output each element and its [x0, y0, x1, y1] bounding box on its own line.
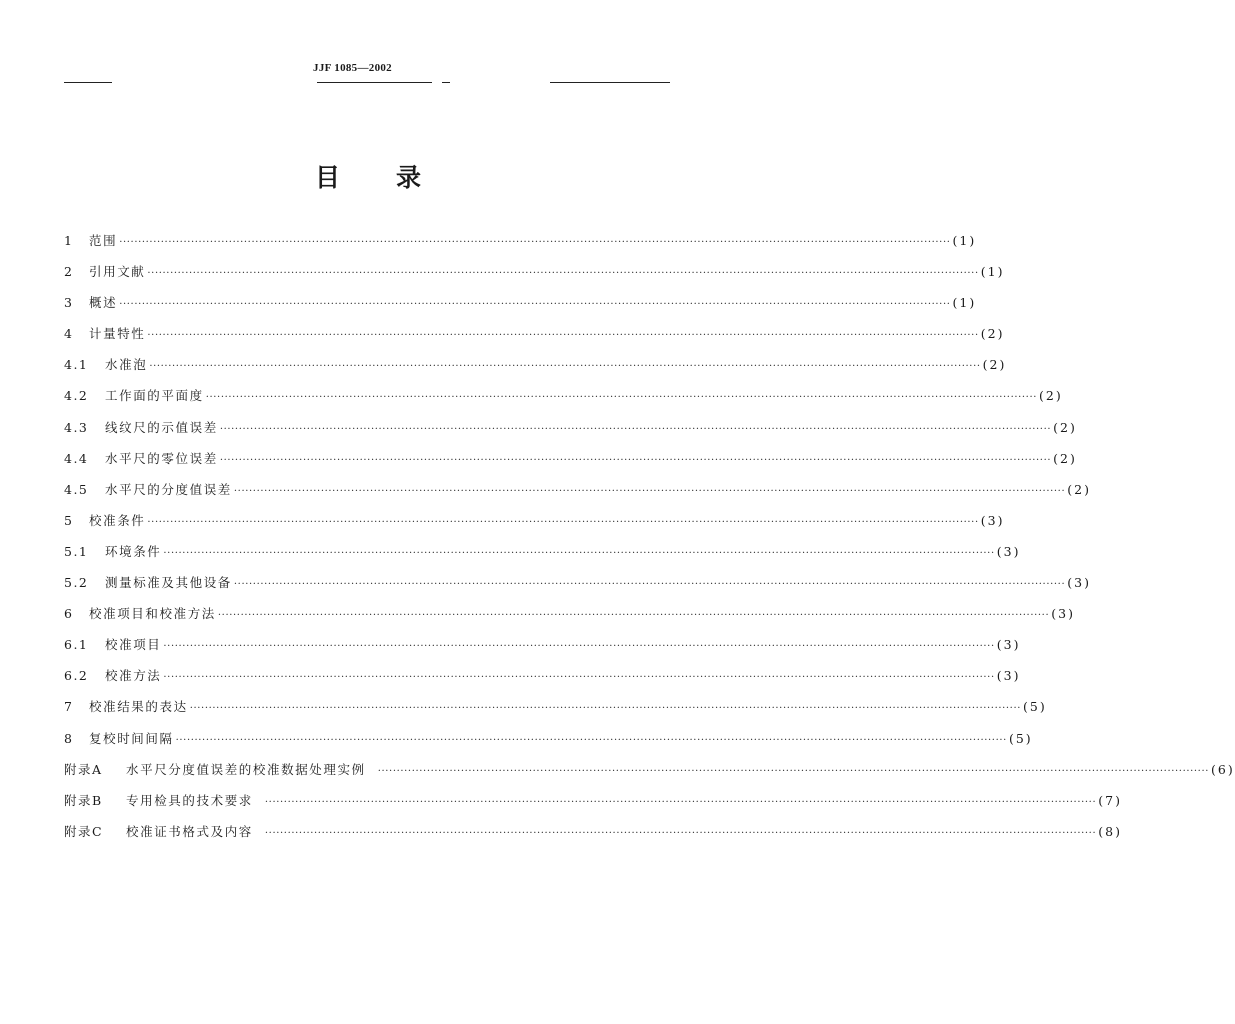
- toc-title: 工作面的平面度: [105, 388, 204, 404]
- toc-title: 校准方法: [105, 668, 162, 684]
- toc-title: 计量特性: [89, 326, 146, 342]
- document-code: JJF 1085—2002: [313, 62, 392, 74]
- toc-title: 线纹尺的示值误差: [105, 419, 218, 435]
- toc-page-number: (3): [980, 512, 1005, 528]
- toc-page-number: (1): [980, 264, 1005, 280]
- toc-dot-leader: ····························································································································································································································: [119, 237, 951, 248]
- toc-number: 4.5: [64, 481, 89, 497]
- toc-entry[interactable]: [64, 293, 977, 324]
- toc-number: 2: [64, 264, 74, 280]
- toc-title: 环境条件: [105, 543, 162, 559]
- toc-number: 5.1: [64, 543, 89, 559]
- toc-entry[interactable]: [64, 449, 1077, 480]
- toc-page-number: (2): [980, 326, 1005, 342]
- header-rule-gap: [432, 80, 442, 85]
- toc-page-number: (5): [1008, 730, 1033, 746]
- toc-title: 范围: [89, 233, 118, 248]
- toc-entry[interactable]: [64, 542, 1021, 573]
- toc-title: 测量标准及其他设备: [105, 575, 232, 591]
- toc-title: 专用检具的技术要求: [126, 792, 253, 808]
- toc-page-number: (3): [996, 637, 1021, 653]
- toc-entry[interactable]: [64, 480, 1091, 511]
- toc-dot-leader: ····························································································································································································································: [163, 547, 995, 559]
- toc-dot-leader: ····························································································································································································································: [147, 330, 979, 342]
- toc-title: 水平尺分度值误差的校准数据处理实例: [126, 761, 366, 777]
- toc-dot-leader: ····························································································································································································································: [264, 796, 1097, 808]
- toc-dot-leader: ····························································································································································································································: [119, 299, 951, 311]
- toc-dot-leader: ····························································································································································································································: [233, 485, 1066, 497]
- toc-dot-leader: ····························································································································································································································: [217, 610, 1050, 622]
- toc-number: 4.1: [64, 357, 89, 373]
- toc-entry[interactable]: [64, 822, 1122, 853]
- toc-number: 3: [64, 295, 74, 311]
- toc-title: 复校时间间隔: [89, 730, 174, 746]
- table-of-contents: [64, 231, 1235, 853]
- toc-entry[interactable]: [64, 791, 1122, 822]
- header-rule-gap: [450, 80, 550, 85]
- toc-page-number: (8): [1098, 823, 1122, 839]
- toc-entry[interactable]: [64, 386, 1063, 417]
- toc-dot-leader: ····························································································································································································································: [377, 765, 1210, 777]
- toc-number: 6: [64, 606, 74, 622]
- toc-dot-leader: ····························································································································································································································: [219, 454, 1052, 466]
- toc-page-number: (1): [952, 295, 977, 311]
- toc-entry[interactable]: [64, 262, 1005, 293]
- toc-entry[interactable]: [64, 729, 1033, 760]
- toc-number: 4: [64, 326, 74, 342]
- toc-dot-leader: ····························································································································································································································: [219, 423, 1052, 435]
- toc-entry[interactable]: [64, 418, 1077, 449]
- toc-entry[interactable]: [64, 604, 1075, 635]
- title-char: 录: [396, 163, 422, 192]
- toc-entry[interactable]: [64, 666, 1021, 697]
- toc-page-number: (5): [1023, 699, 1047, 715]
- toc-entry[interactable]: [64, 760, 1235, 791]
- title-char: 目: [315, 163, 341, 192]
- toc-dot-leader: ····························································································································································································································: [163, 641, 995, 653]
- toc-entry[interactable]: [64, 324, 1005, 355]
- toc-page-number: (2): [1053, 450, 1077, 466]
- toc-page-number: (2): [1067, 481, 1091, 497]
- toc-title: 引用文献: [89, 264, 146, 280]
- toc-page-number: (2): [982, 357, 1007, 373]
- toc-entry[interactable]: [64, 573, 1091, 604]
- toc-entry[interactable]: [64, 635, 1021, 666]
- toc-title: 校准证书格式及内容: [126, 823, 253, 839]
- toc-number: 5.2: [64, 575, 89, 591]
- toc-page-number: (2): [1039, 388, 1063, 404]
- toc-page-number: (3): [996, 668, 1021, 684]
- toc-dot-leader: ····························································································································································································································: [163, 672, 995, 684]
- toc-dot-leader: ····························································································································································································································: [189, 703, 1022, 715]
- toc-number: 7: [64, 699, 74, 715]
- toc-title: 水平尺的零位误差: [105, 450, 218, 466]
- toc-page-number: (6): [1211, 761, 1235, 777]
- toc-dot-leader: ····························································································································································································································: [147, 516, 979, 528]
- toc-number: 6.1: [64, 637, 89, 653]
- toc-number: 4.2: [64, 388, 89, 404]
- toc-dot-leader: ····························································································································································································································: [205, 392, 1038, 404]
- toc-page-number: (2): [1053, 419, 1077, 435]
- toc-number: 附录C: [64, 823, 104, 839]
- toc-page-number: (3): [996, 543, 1021, 559]
- toc-dot-leader: ····························································································································································································································: [175, 734, 1007, 746]
- header-rule-gap: [112, 80, 317, 85]
- toc-entry[interactable]: [64, 355, 1007, 386]
- toc-dot-leader: ····························································································································································································································: [264, 827, 1097, 839]
- toc-entry[interactable]: [64, 511, 1005, 542]
- toc-number: 附录B: [64, 792, 103, 808]
- toc-number: 5: [64, 512, 74, 528]
- toc-title: 水准泡: [105, 357, 148, 373]
- toc-number: 4.4: [64, 450, 89, 466]
- toc-title: 校准项目: [105, 637, 162, 653]
- toc-title: 校准结果的表达: [89, 699, 188, 715]
- toc-title: 校准条件: [89, 512, 146, 528]
- page-header: [0, 62, 705, 86]
- toc-entry[interactable]: [64, 231, 977, 262]
- toc-number: 附录A: [64, 761, 103, 777]
- toc-dot-leader: ····························································································································································································································: [149, 361, 981, 373]
- toc-number: 4.3: [64, 419, 89, 435]
- toc-page-number: (3): [1051, 606, 1075, 622]
- toc-number: 1: [64, 233, 74, 248]
- toc-dot-leader: ····························································································································································································································: [147, 268, 979, 280]
- page-title: [0, 158, 705, 190]
- toc-page-number: (1): [952, 233, 977, 248]
- toc-dot-leader: ····························································································································································································································: [233, 579, 1066, 591]
- toc-title: 概述: [89, 295, 118, 311]
- toc-title: 校准项目和校准方法: [89, 606, 216, 622]
- toc-entry[interactable]: [64, 697, 1047, 728]
- toc-number: 6.2: [64, 668, 89, 684]
- toc-title: 水平尺的分度值误差: [105, 481, 232, 497]
- toc-page-number: (3): [1067, 575, 1091, 591]
- toc-page-number: (7): [1098, 792, 1122, 808]
- toc-number: 8: [64, 730, 74, 746]
